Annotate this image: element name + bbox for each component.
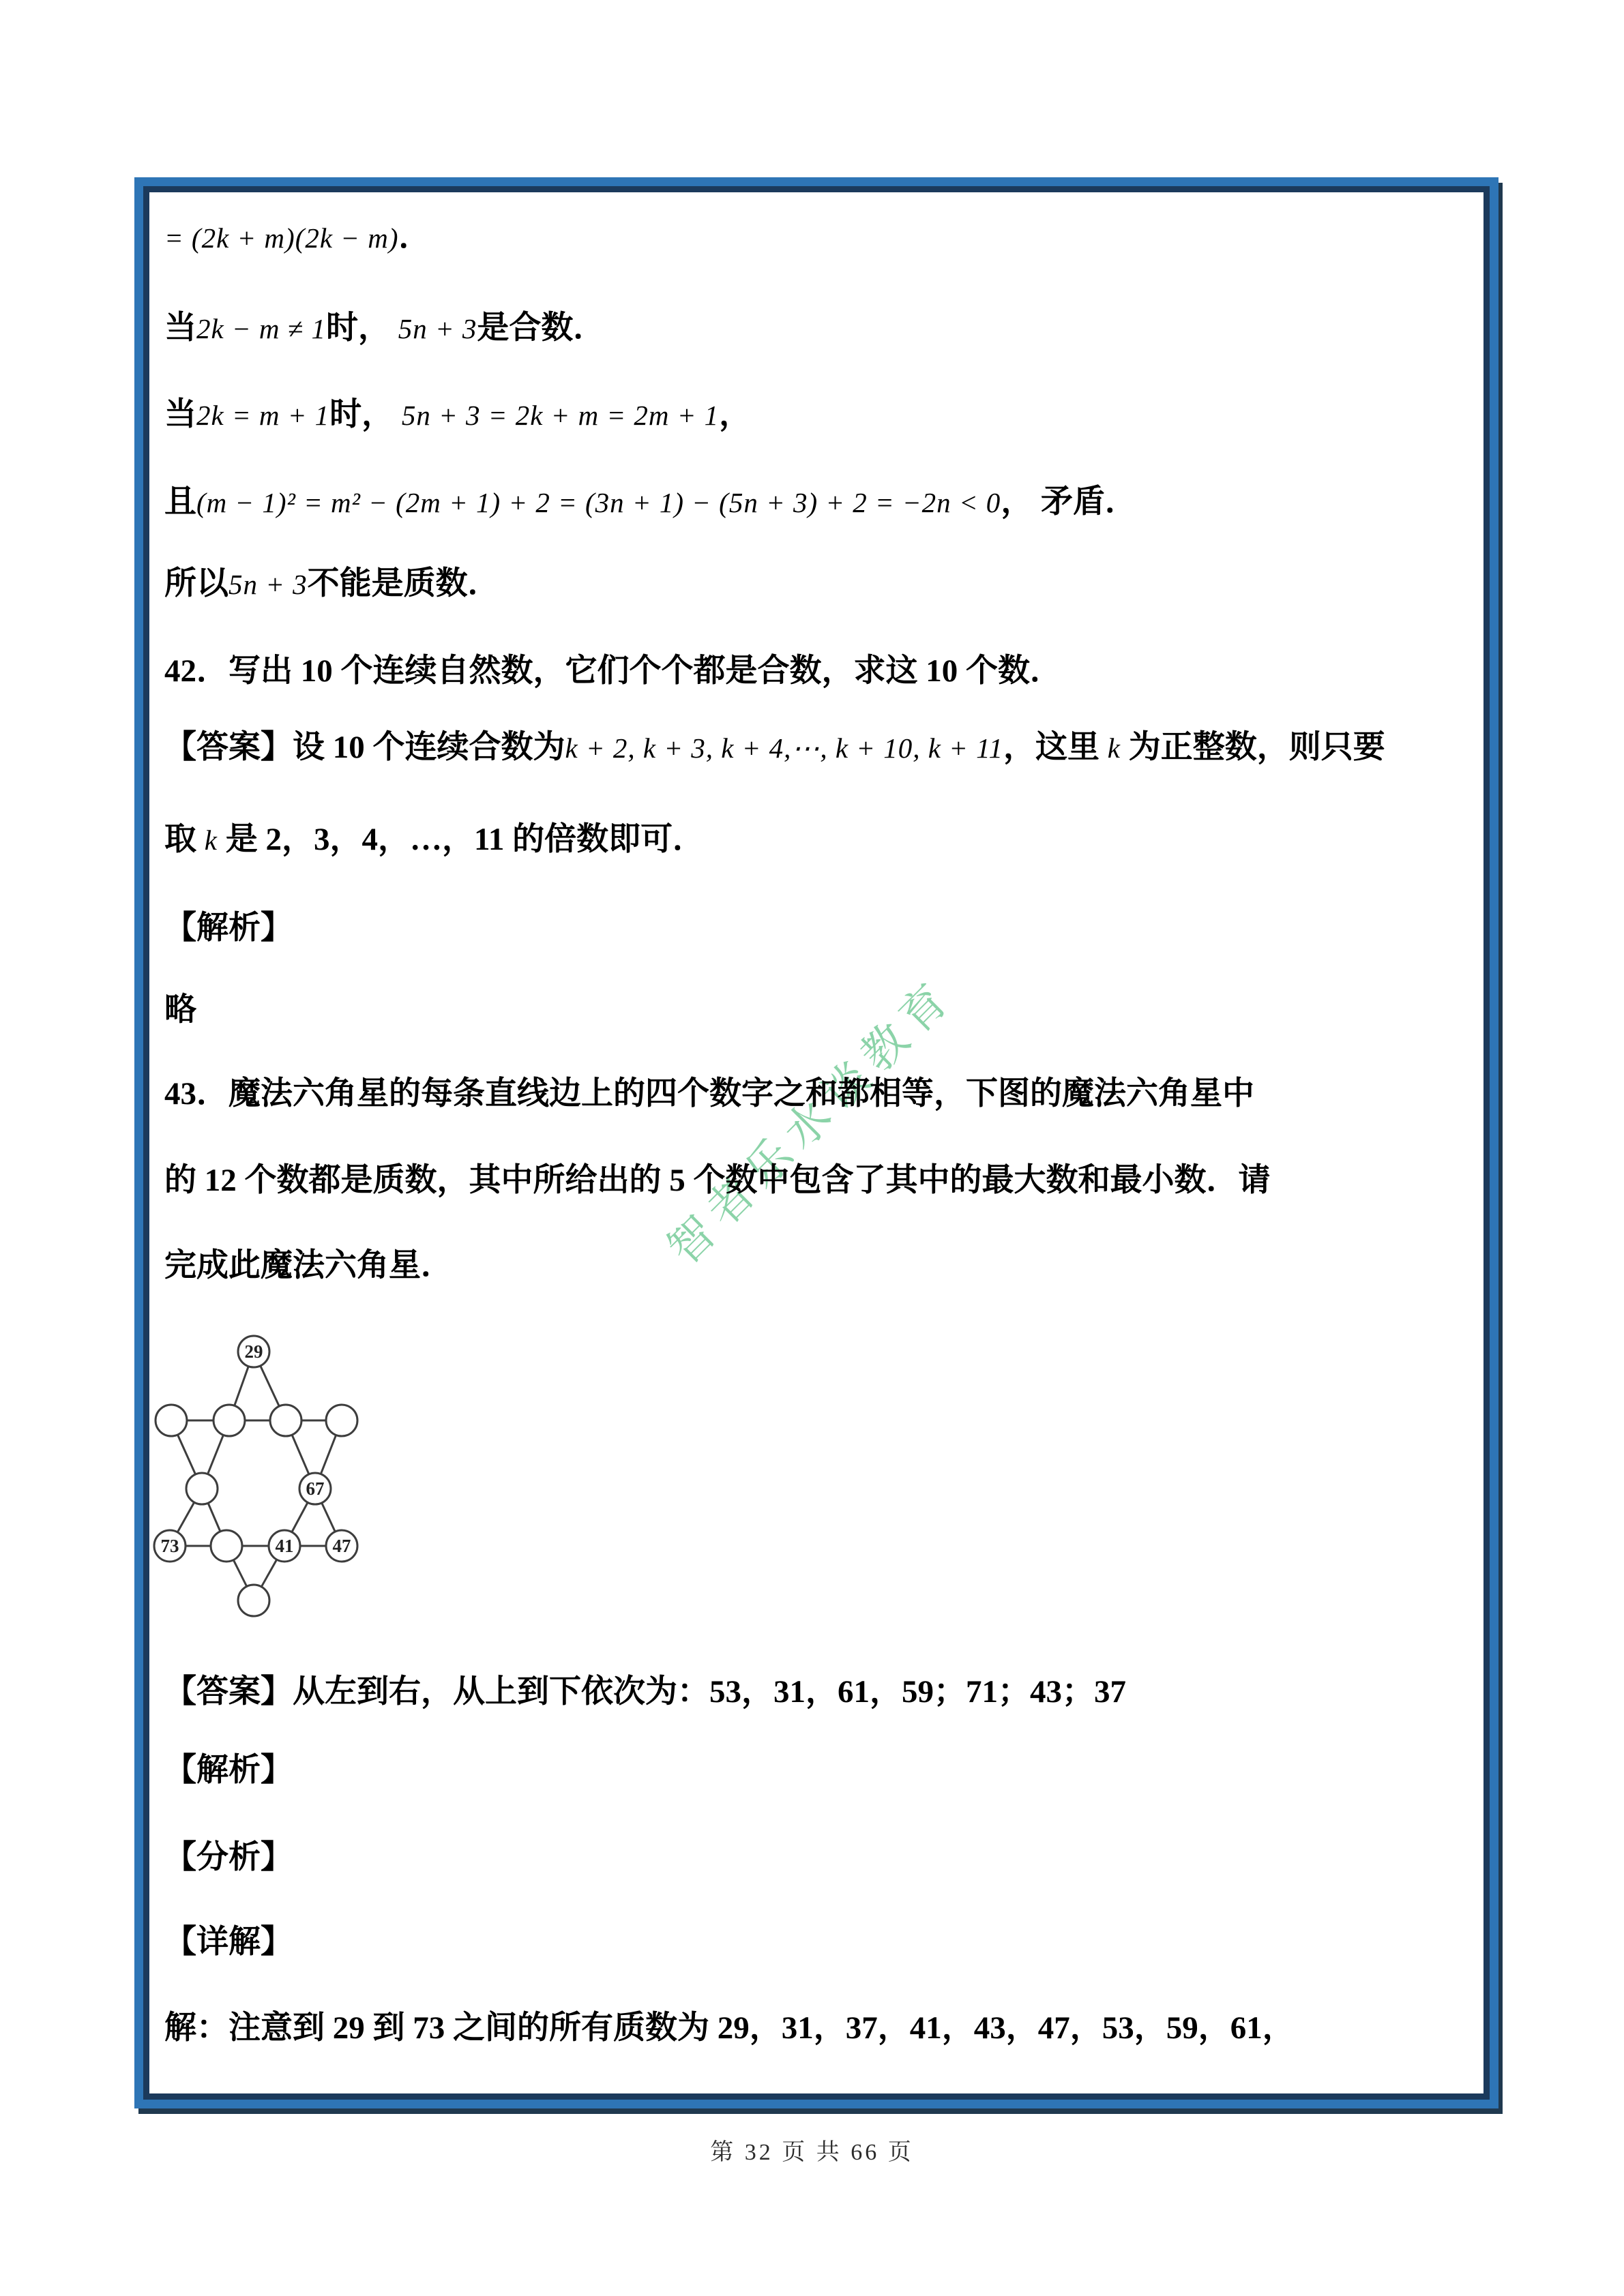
cn-text-segment: ． <box>398 220 431 255</box>
text-line-10 <box>164 990 1477 1030</box>
cn-text-segment: 为正整数，则只要 <box>1120 730 1385 765</box>
text-line-8 <box>164 820 1477 860</box>
cn-text-segment: 且 <box>164 484 196 520</box>
cn-text-segment: 的 12 个数都是质数，其中所给出的 5 个数中包含了其中的最大数和最小数．请 <box>164 1163 1271 1198</box>
text-line-12 <box>164 1161 1477 1201</box>
figure-node-row4-outer-left <box>154 1530 186 1562</box>
cn-text-segment: 【答案】从左到右，从上到下依次为：53，31，61，59；71；43；37 <box>164 1674 1126 1710</box>
text-line-15 <box>164 1750 1477 1791</box>
math-segment: 2k = m + 1 <box>196 400 330 431</box>
cn-text-segment: 43．魔法六角星的每条直线边上的四个数字之和都相等，下图的魔法六角星中 <box>164 1076 1254 1112</box>
text-line-6 <box>164 651 1477 691</box>
math-segment: (m − 1)² = m² − (2m + 1) + 2 = (3n + 1) − (5n + 3) + 2 = −2n < 0 <box>196 487 1001 518</box>
cn-text-segment: 解：注意到 29 到 73 之间的所有质数为 29，31，37，41，43，47，53，59，61， <box>164 2010 1295 2046</box>
text-line-11 <box>164 1074 1477 1114</box>
figure-node-row4-outer-right <box>326 1530 357 1562</box>
cn-text-segment: ， 矛盾． <box>1001 484 1138 520</box>
cn-text-segment: 所以 <box>164 566 228 601</box>
cn-text-segment: 【解析】 <box>164 910 293 946</box>
cn-text-segment: 【解析】 <box>164 1753 293 1788</box>
text-line-2 <box>164 308 1477 348</box>
text-line-16 <box>164 1838 1477 1878</box>
math-segment: k + 2, k + 3, k + 4,⋯, k + 10, k + 11 <box>565 732 1004 764</box>
math-segment: 5n + 3 <box>228 569 308 600</box>
cn-text-segment: 【分析】 <box>164 1840 293 1875</box>
cn-text-segment: ， <box>719 397 752 432</box>
cn-text-segment: 时， <box>325 310 398 346</box>
text-line-5 <box>164 564 1477 604</box>
math-segment: k <box>204 824 218 856</box>
figure-node-value: 67 <box>306 1478 325 1499</box>
hexagram-figure <box>151 1331 380 1628</box>
page-number-footer: 第 32 页 共 66 页 <box>710 2140 914 2165</box>
figure-node-row2-inner-left <box>213 1405 245 1436</box>
math-segment: = (2k + m)(2k − m) <box>164 222 399 254</box>
math-segment: k <box>1107 732 1121 764</box>
cn-text-segment: ，这里 <box>1003 730 1108 765</box>
cn-text-segment: 是 2，3，4，…，11 的倍数即可． <box>217 822 705 857</box>
cn-text-segment: 当 <box>164 310 196 346</box>
figure-node-mid-left <box>186 1473 218 1504</box>
text-line-9 <box>164 908 1477 949</box>
figure-node-value: 47 <box>332 1536 351 1556</box>
figure-node-row2-outer-right <box>326 1405 357 1436</box>
cn-text-segment: 略 <box>164 992 196 1028</box>
text-line-14 <box>164 1672 1477 1712</box>
math-segment: 2k − m ≠ 1 <box>196 313 326 344</box>
text-line-18 <box>164 2008 1477 2048</box>
cn-text-segment: 取 <box>164 822 205 857</box>
math-segment: 5n + 3 <box>398 313 477 344</box>
figure-node-value: 73 <box>160 1536 179 1556</box>
figure-node-bottom-vertex <box>238 1585 269 1616</box>
hexagram-svg <box>151 1331 380 1628</box>
figure-node-value: 29 <box>244 1341 263 1362</box>
figure-node-top-vertex <box>238 1336 269 1367</box>
cn-text-segment: 是合数． <box>477 310 606 346</box>
figure-node-row2-outer-left <box>156 1405 187 1436</box>
text-line-17 <box>164 1922 1477 1963</box>
figure-node-value: 41 <box>275 1536 294 1556</box>
figure-node-row2-inner-right <box>270 1405 301 1436</box>
figure-node-row4-inner-left <box>211 1530 242 1562</box>
cn-text-segment: 完成此魔法六角星． <box>164 1248 453 1283</box>
cn-text-segment: 时， <box>329 397 402 432</box>
page-border-frame <box>134 177 1498 2108</box>
math-segment: 5n + 3 = 2k + m = 2m + 1 <box>401 400 720 431</box>
text-line-7 <box>164 728 1477 768</box>
watermark-text: 智者乐水谈教育 <box>659 969 964 1274</box>
figure-node-mid-right <box>299 1473 331 1504</box>
text-line-13 <box>164 1246 1477 1286</box>
figure-node-row4-inner-right <box>269 1530 300 1562</box>
cn-text-segment: 42．写出 10 个连续自然数，它们个个都是合数，求这 10 个数． <box>164 653 1062 689</box>
text-line-4 <box>164 482 1477 522</box>
text-line-1 <box>164 218 1477 258</box>
cn-text-segment: 【答案】设 10 个连续合数为 <box>164 730 565 765</box>
cn-text-segment: 当 <box>164 397 196 432</box>
document-text-block <box>149 192 1483 2093</box>
text-line-3 <box>164 395 1477 435</box>
cn-text-segment: 【详解】 <box>164 1924 293 1960</box>
cn-text-segment: 不能是质数． <box>307 566 500 601</box>
page-content-area <box>143 186 1490 2100</box>
